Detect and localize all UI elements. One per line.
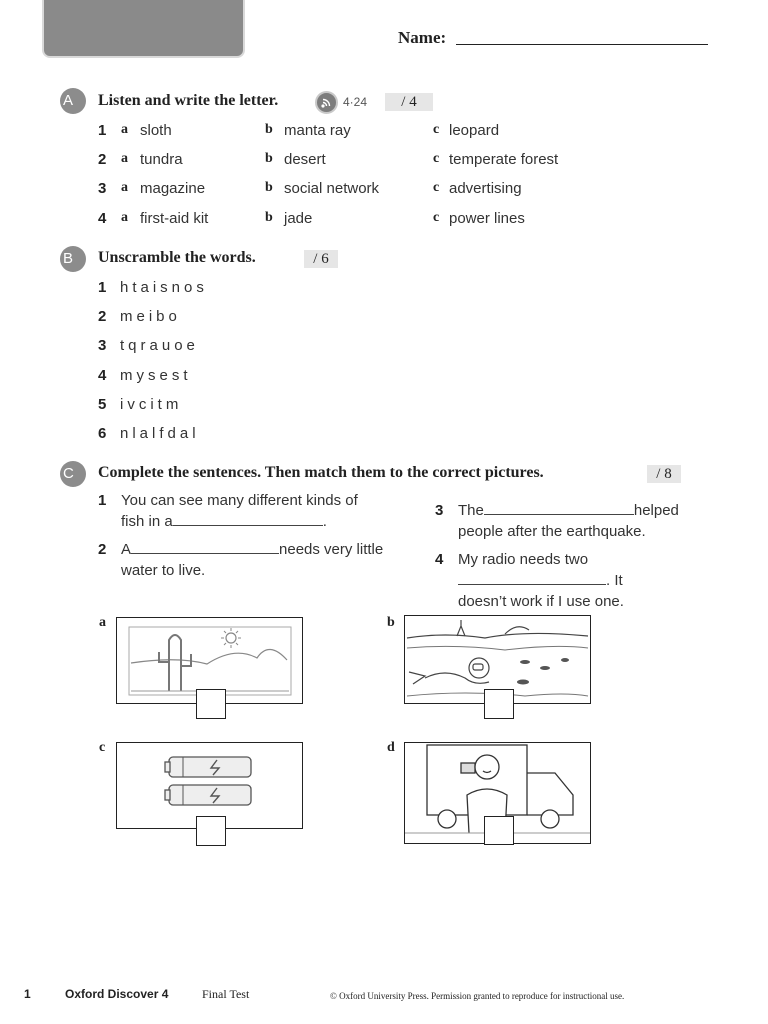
option-letter: b bbox=[265, 210, 273, 225]
scrambled-word: meibo bbox=[120, 308, 181, 325]
sentence-4 bbox=[458, 549, 698, 612]
option-text: jade bbox=[284, 210, 313, 227]
item-number: 4 bbox=[98, 210, 107, 227]
section-c-title: Complete the sentences. Then match them to the correct pictures. bbox=[98, 464, 544, 481]
option-letter: c bbox=[433, 180, 440, 195]
option-text: sloth bbox=[140, 122, 172, 139]
sentence-text: helped bbox=[633, 502, 679, 519]
option-text: advertising bbox=[449, 180, 522, 197]
answer-box-a[interactable] bbox=[196, 689, 226, 719]
option-text: power lines bbox=[449, 210, 525, 227]
option-text: leopard bbox=[449, 122, 500, 139]
option-text: magazine bbox=[140, 180, 206, 197]
header-tab bbox=[42, 0, 245, 58]
test-name: Final Test bbox=[202, 987, 250, 1001]
sentence-3 bbox=[458, 500, 698, 542]
sentence-1 bbox=[121, 490, 391, 532]
option-letter: c bbox=[433, 210, 440, 225]
option-letter: a bbox=[121, 180, 128, 195]
option-text: desert bbox=[284, 151, 326, 168]
option-text: social network bbox=[284, 180, 380, 197]
option-text: manta ray bbox=[284, 122, 351, 139]
sentence-1-line-1: You can see many different kinds of bbox=[121, 492, 358, 509]
copyright-notice: © Oxford University Press. Permission granted to reproduce for instructional use. bbox=[330, 991, 625, 1001]
picture-label-a: a bbox=[99, 615, 106, 630]
section-b-score: / 6 bbox=[304, 250, 338, 268]
item-number: 5 bbox=[98, 396, 107, 413]
item-number: 3 bbox=[435, 502, 444, 519]
sentence-4-line-1: My radio needs two bbox=[458, 551, 589, 568]
page-number: 1 bbox=[24, 987, 31, 1001]
item-number: 1 bbox=[98, 492, 107, 509]
option-letter: b bbox=[265, 151, 273, 166]
answer-box-b[interactable] bbox=[484, 689, 514, 719]
answer-box-d[interactable] bbox=[484, 816, 514, 845]
answer-blank[interactable] bbox=[484, 501, 634, 515]
scrambled-word: mysest bbox=[120, 367, 192, 384]
option-text: tundra bbox=[140, 151, 183, 168]
option-letter: a bbox=[121, 122, 128, 137]
sentence-text: . bbox=[322, 513, 327, 530]
name-label: Name: bbox=[398, 28, 447, 47]
item-number: 3 bbox=[98, 337, 107, 354]
audio-track-number: 4·24 bbox=[343, 95, 368, 109]
scrambled-word: tqrauoe bbox=[120, 337, 199, 354]
option-text: temperate forest bbox=[449, 151, 559, 168]
sentence-text: fish in a bbox=[121, 513, 173, 530]
book-title: Oxford Discover 4 bbox=[65, 987, 169, 1001]
sentence-2-line-1 bbox=[121, 539, 406, 560]
item-number: 4 bbox=[98, 367, 107, 384]
option-letter: a bbox=[121, 210, 128, 225]
sentence-1-line-2 bbox=[121, 511, 391, 532]
section-a-badge: A bbox=[60, 88, 86, 114]
picture-label-d: d bbox=[387, 740, 395, 755]
option-text: first-aid kit bbox=[140, 210, 209, 227]
scrambled-word: htaisnos bbox=[120, 279, 208, 296]
item-number: 1 bbox=[98, 122, 107, 139]
sentence-3-line-2: people after the earthquake. bbox=[458, 523, 646, 540]
item-number: 4 bbox=[435, 551, 444, 568]
option-letter: c bbox=[433, 122, 440, 137]
audio-icon[interactable] bbox=[315, 91, 338, 114]
section-c-badge: C bbox=[60, 461, 86, 487]
scrambled-word: ivcitm bbox=[120, 396, 183, 413]
sentence-text: needs very little bbox=[279, 541, 384, 558]
option-letter: c bbox=[433, 151, 440, 166]
answer-blank[interactable] bbox=[458, 571, 606, 585]
item-number: 3 bbox=[98, 180, 107, 197]
sentence-text: A bbox=[121, 541, 132, 558]
picture-batteries bbox=[116, 742, 303, 829]
sentence-2-line-2: water to live. bbox=[121, 562, 206, 579]
section-b-badge: B bbox=[60, 246, 86, 272]
sentence-4-line-3: doesn’t work if I use one. bbox=[458, 593, 624, 610]
picture-desert bbox=[116, 617, 303, 704]
section-c-score: / 8 bbox=[647, 465, 681, 483]
sentence-text: . It bbox=[606, 572, 623, 589]
answer-blank[interactable] bbox=[173, 512, 323, 526]
item-number: 2 bbox=[98, 151, 107, 168]
option-letter: a bbox=[121, 151, 128, 166]
name-line bbox=[456, 44, 708, 45]
picture-label-c: c bbox=[99, 740, 106, 755]
picture-diver bbox=[404, 615, 591, 704]
item-number: 6 bbox=[98, 425, 107, 442]
item-number: 2 bbox=[98, 541, 107, 558]
answer-box-c[interactable] bbox=[196, 816, 226, 846]
item-number: 1 bbox=[98, 279, 107, 296]
sentence-3-line-1 bbox=[458, 500, 698, 521]
answer-blank[interactable] bbox=[131, 540, 279, 554]
section-a-title: Listen and write the letter. bbox=[98, 92, 279, 109]
section-a-score: / 4 bbox=[385, 93, 433, 111]
section-b-title: Unscramble the words. bbox=[98, 249, 256, 266]
scrambled-word: nlalfdal bbox=[120, 425, 200, 442]
sentence-4-line-2 bbox=[458, 570, 698, 591]
picture-label-b: b bbox=[387, 615, 395, 630]
sentence-2 bbox=[121, 539, 406, 581]
option-letter: b bbox=[265, 180, 273, 195]
item-number: 2 bbox=[98, 308, 107, 325]
picture-paramedic bbox=[404, 742, 591, 844]
option-letter: b bbox=[265, 122, 273, 137]
sentence-text: The bbox=[458, 502, 484, 519]
